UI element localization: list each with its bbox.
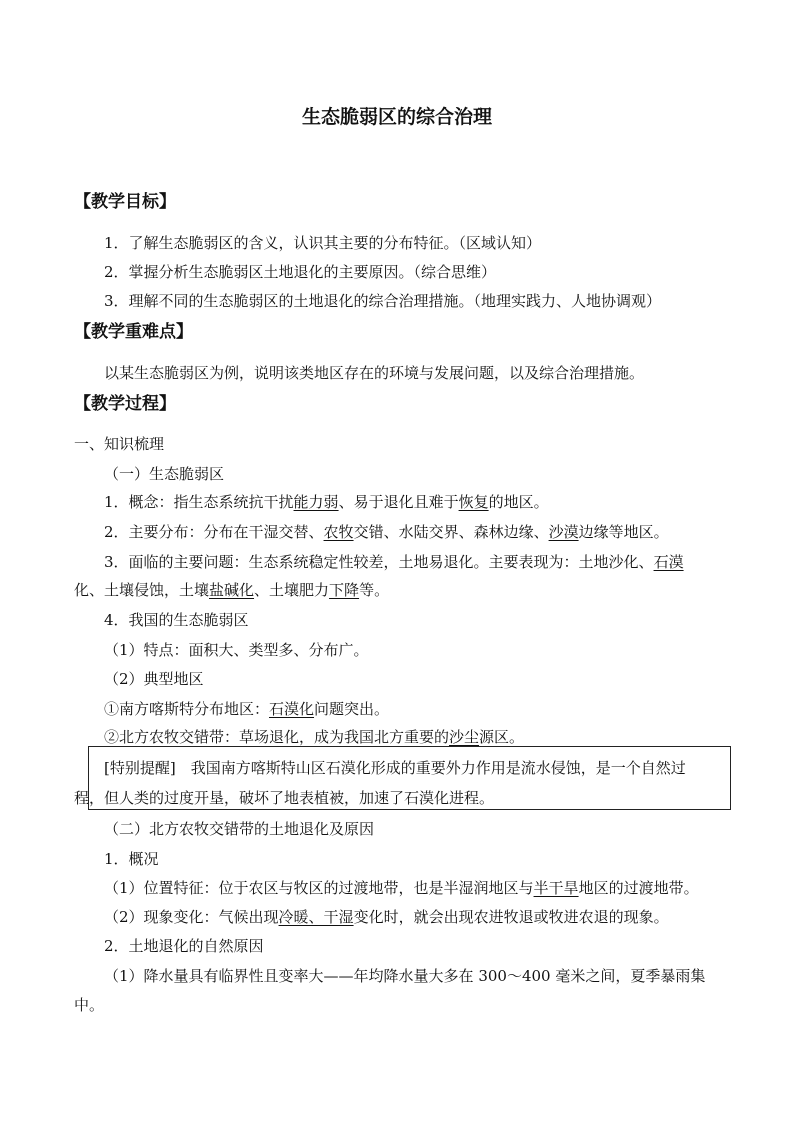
- process-heading: 【教学过程】: [74, 394, 176, 414]
- goal-item: 2．掌握分析生态脆弱区土地退化的主要原因。（综合思维）: [104, 263, 497, 281]
- key-text: 以某生态脆弱区为例，说明该类地区存在的环境与发展问题，以及综合治理措施。: [104, 364, 645, 382]
- subsection-ecotone: （二）北方农牧交错带的土地退化及原因: [104, 820, 375, 838]
- natural-causes-heading: 2．土地退化的自然原因: [104, 937, 264, 955]
- karst-line: ①南方喀斯特分布地区：石漠化问题突出。: [104, 700, 390, 718]
- distribution-line: 2．主要分布：分布在干湿交替、农牧交错、水陆交界、森林边缘、沙漠边缘等地区。: [104, 523, 669, 541]
- concept-line: 1．概念：指生态系统抗干扰能力弱、易于退化且难于恢复的地区。: [104, 493, 549, 511]
- precipitation-line: （1）降水量具有临界性且变率大——年均降水量大多在 300～400 毫米之间，夏季暴雨集: [104, 967, 706, 985]
- section-knowledge: 一、知识梳理: [74, 435, 165, 453]
- goal-item: 1．了解生态脆弱区的含义，认识其主要的分布特征。（区域认知）: [104, 234, 542, 252]
- goals-heading: 【教学目标】: [74, 192, 176, 212]
- phenomenon-line: （2）现象变化：气候出现冷暖、干湿变化时，就会出现农进牧退或牧进农退的现象。: [104, 908, 669, 926]
- precipitation-line-cont: 中。: [74, 996, 105, 1014]
- china-fragile-zone: 4．我国的生态脆弱区: [104, 611, 249, 629]
- special-reminder-text-cont: 程，但人类的过度开垦，破坏了地表植被，加速了石漠化进程。: [74, 789, 495, 807]
- special-reminder-text: [特别提醒] 我国南方喀斯特山区石漠化形成的重要外力作用是流水侵蚀，是一个自然过: [104, 759, 686, 777]
- goal-item: 3．理解不同的生态脆弱区的土地退化的综合治理措施。（地理实践力、人地协调观）: [104, 292, 662, 310]
- features-line: （1）特点：面积大、类型多、分布广。: [104, 641, 369, 659]
- ecotone-line: ②北方农牧交错带：草场退化，成为我国北方重要的沙尘源区。: [104, 728, 525, 746]
- problems-line: 3．面临的主要问题：生态系统稳定性较差，土地易退化。主要表现为：土地沙化、石漠: [104, 553, 684, 571]
- page-title: 生态脆弱区的综合治理: [301, 106, 492, 128]
- typical-areas: （2）典型地区: [104, 670, 204, 688]
- location-line: （1）位置特征：位于农区与牧区的过渡地带，也是半湿润地区与半干旱地区的过渡地带。: [104, 879, 699, 897]
- key-heading: 【教学重难点】: [74, 322, 193, 342]
- overview-heading: 1．概况: [104, 850, 159, 868]
- problems-line-cont: 化、土壤侵蚀，土壤盐碱化、土壤肥力下降等。: [74, 581, 390, 599]
- subsection-fragile-zone: （一）生态脆弱区: [104, 465, 225, 483]
